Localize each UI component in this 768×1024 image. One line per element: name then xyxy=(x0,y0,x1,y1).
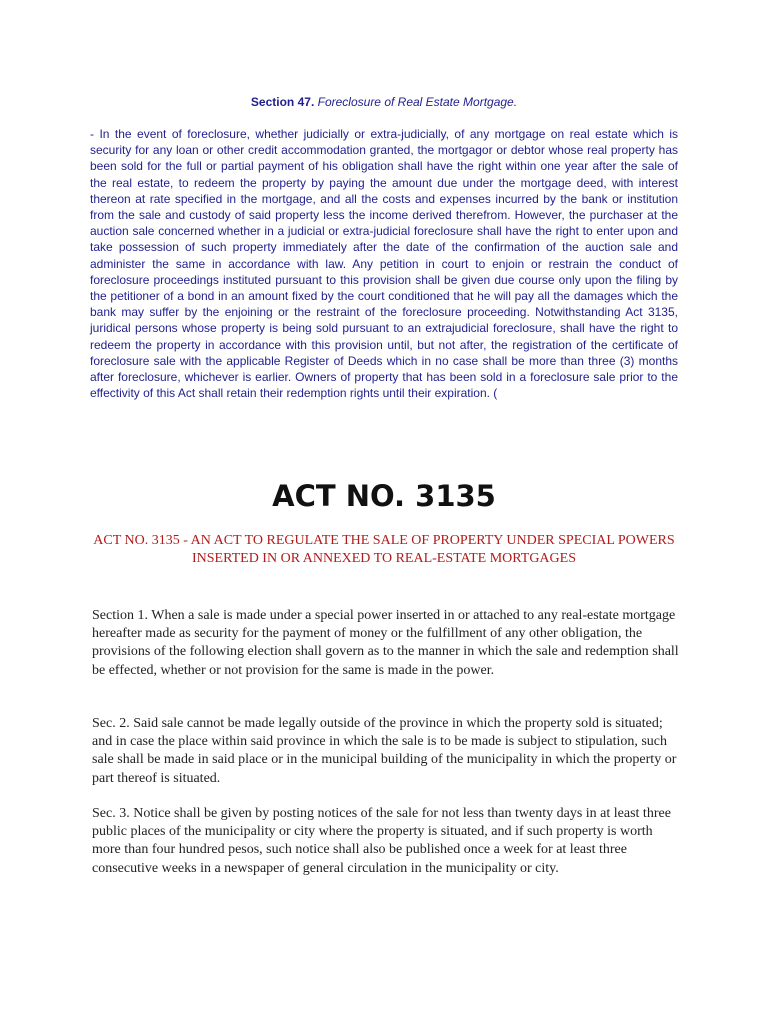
section-47-label: Section 47. xyxy=(250,95,315,109)
act-subtitle: ACT NO. 3135 - AN ACT TO REGULATE THE SALE OF PROPERTY UNDER SPECIAL POWERS INSERTED IN OR ANNEXED TO REAL-ESTATE MORTGAGES xyxy=(93,533,675,566)
section-47-heading xyxy=(0,94,768,110)
act-section-2: Sec. 2. Said sale cannot be made legally outside of the province in which the property sold is situated; and in case the place within said province in which the sale is to be made is subject to stipulation, such sale shall be made in said place or in the municipal building of the municipality in which the property or part thereof is situated. xyxy=(92,716,677,786)
section-47-body: - In the event of foreclosure, whether judicially or extra-judicially, of any mortgage on real estate which is security for any loan or other credit accommodation granted, the mortgagor or debtor whose real property has been sold for the full or partial payment of his obligation shall have the right within one year after the sale of the real estate, to redeem the property by paying the amount due under the mortgage deed, with interest thereon at rate specified in the mortgage, and all the costs and expenses incurred by the bank or institution from the sale and custody of said property less the income derived therefrom. However, the purchaser at the auction sale concerned whether in a judicial or extra-judicial foreclosure shall have the right to enter upon and take possession of such property immediately after the date of the confirmation of the auction sale and administer the same in accordance with law. Any petition in court to enjoin or restrain the conduct of foreclosure proceedings instituted pursuant to this provision shall be given due course only upon the filing by the petitioner of a bond in an amount fixed by the court conditioned that he will pay all the damages which the bank may suffer by the enjoining or the restraint of the foreclosure proceeding. Notwithstanding Act 3135, juridical persons whose property is being sold pursuant to an extrajudicial foreclosure, shall have the right to redeem the property in accordance with this provision until, but not after, the registration of the certificate of foreclosure sale with the applicable Register of Deeds which in no case shall be more than three (3) months after foreclosure, whichever is earlier. Owners of property that has been sold in a foreclosure sale prior to the effectivity of this Act shall retain their redemption rights until their expiration. ( xyxy=(90,127,678,401)
act-section-3: Sec. 3. Notice shall be given by posting notices of the sale for not less than twenty days in at least three public places of the municipality or city where the property is situated, and if such property is worth more than four hundred pesos, such notice shall also be published once a week for at least three consecutive weeks in a newspaper of general circulation in the municipality or city. xyxy=(92,806,671,876)
act-section-1: Section 1. When a sale is made under a special power inserted in or attached to any real-estate mortgage hereafter made as security for the payment of money or the fulfillment of any other obligation, the provisions of the following election shall govern as to the manner in which the sale and redemption shall be effected, whether or not provision for the same is made in the power. xyxy=(92,608,679,678)
section-47-title: Foreclosure of Real Estate Mortgage. xyxy=(317,95,518,109)
act-title: ACT NO. 3135 xyxy=(272,479,496,513)
